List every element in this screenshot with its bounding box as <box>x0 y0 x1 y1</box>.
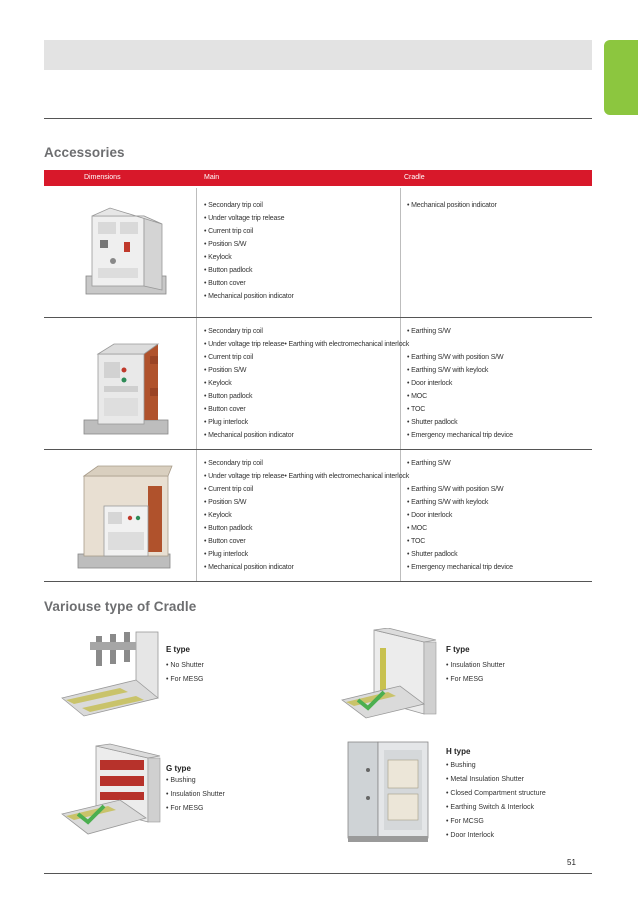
list-item: • TOC <box>407 538 426 545</box>
row3-main-list <box>204 457 409 574</box>
list-item: • Door Interlock <box>446 832 494 839</box>
row1-main-list <box>204 199 294 303</box>
g-type-cradle-image <box>60 742 164 836</box>
list-item: • Position S/W <box>204 499 247 506</box>
list-item: • Shutter padlock <box>407 551 458 558</box>
breaker-fixed-image <box>78 206 174 300</box>
list-item: • Keylock <box>204 512 232 519</box>
e-type-title: E type <box>166 645 191 654</box>
list-item: • Earthing S/W <box>407 460 451 467</box>
list-item: • Mechanical position indicator <box>204 432 294 439</box>
list-item: • Closed Compartment structure <box>446 790 546 797</box>
accessories-title: Accessories <box>44 145 125 160</box>
list-item: • Button cover <box>204 538 246 545</box>
list-item: • Button cover <box>204 280 246 287</box>
f-type-list <box>446 659 505 687</box>
g-type-title: G type <box>166 764 191 773</box>
list-item: • For MESG <box>166 805 204 812</box>
row2-main-list <box>204 325 409 442</box>
row1-cradle-list <box>407 199 497 212</box>
list-item: • MOC <box>407 393 427 400</box>
list-item: • Insulation Shutter <box>446 662 505 669</box>
row2-cradle-list <box>407 325 513 442</box>
list-item: • For MESG <box>166 676 204 683</box>
header-band <box>44 40 592 70</box>
column-header-cradle: Cradle <box>404 174 425 181</box>
list-item: • Mechanical position indicator <box>204 293 294 300</box>
row-divider <box>44 449 592 450</box>
column-header-dimensions: Dimensions <box>84 174 121 181</box>
list-item: • Current trip coil <box>204 354 254 361</box>
list-item: • Mechanical position indicator <box>204 564 294 571</box>
e-type-list <box>166 659 204 687</box>
list-item <box>407 338 513 351</box>
list-item: • Door interlock <box>407 512 453 519</box>
list-item: • Button padlock <box>204 267 253 274</box>
list-item: • Keylock <box>204 380 232 387</box>
header-rule <box>44 118 592 119</box>
list-item: • Current trip coil <box>204 486 254 493</box>
list-item: • Insulation Shutter <box>166 791 225 798</box>
breaker-withdrawable-image <box>80 330 170 440</box>
list-item: • Earthing S/W with position S/W <box>407 486 504 493</box>
list-item: • Position S/W <box>204 241 247 248</box>
list-item: • Button cover <box>204 406 246 413</box>
footer-rule <box>44 873 592 874</box>
list-item: • Door interlock <box>407 380 453 387</box>
list-item: • Current trip coil <box>204 228 254 235</box>
e-type-cradle-image <box>60 628 164 720</box>
list-item: • No Shutter <box>166 662 204 669</box>
row-divider <box>44 581 592 582</box>
list-item: • Bushing <box>446 762 476 769</box>
list-item: • Plug interlock <box>204 551 249 558</box>
g-type-list <box>166 774 225 816</box>
list-item: • Earthing S/W <box>407 328 451 335</box>
row3-cradle-list <box>407 457 513 574</box>
f-type-cradle-image <box>340 628 440 722</box>
list-item: • Secondary trip coil <box>204 202 263 209</box>
list-item: • Shutter padlock <box>407 419 458 426</box>
list-item: • Bushing <box>166 777 196 784</box>
list-item: • Under voltage trip release <box>204 215 285 222</box>
list-item: • Emergency mechanical trip device <box>407 432 513 439</box>
list-item: • Position S/W <box>204 367 247 374</box>
list-item: • Metal Insulation Shutter <box>446 776 524 783</box>
page-number: 51 <box>567 858 576 867</box>
h-type-title: H type <box>446 747 471 756</box>
row-divider <box>44 317 592 318</box>
list-item: • Earthing S/W with keylock <box>407 499 489 506</box>
list-item: • Button padlock <box>204 393 253 400</box>
list-item: • Mechanical position indicator <box>407 202 497 209</box>
cradle-types-title: Variouse type of Cradle <box>44 599 197 614</box>
list-item: • Under voltage trip release• Earthing with electromechanical interlock <box>204 473 410 480</box>
list-item: • Secondary trip coil <box>204 328 263 335</box>
h-type-cradle-image <box>344 738 436 844</box>
list-item: • Earthing Switch & Interlock <box>446 804 535 811</box>
list-item: • Earthing S/W with position S/W <box>407 354 504 361</box>
list-item: • Button padlock <box>204 525 253 532</box>
list-item <box>407 470 513 483</box>
list-item: • For MESG <box>446 676 484 683</box>
list-item: • Secondary trip coil <box>204 460 263 467</box>
accessories-table-header <box>44 170 592 186</box>
f-type-title: F type <box>446 645 470 654</box>
list-item: • For MCSG <box>446 818 484 825</box>
list-item: • Emergency mechanical trip device <box>407 564 513 571</box>
list-item: • TOC <box>407 406 426 413</box>
list-item: • MOC <box>407 525 427 532</box>
list-item: • Plug interlock <box>204 419 249 426</box>
column-divider <box>196 188 197 581</box>
breaker-cradle-image <box>76 462 174 574</box>
list-item: • Keylock <box>204 254 232 261</box>
column-header-main: Main <box>204 174 220 181</box>
list-item: • Under voltage trip release• Earthing with electromechanical interlock <box>204 341 410 348</box>
list-item: • Earthing S/W with keylock <box>407 367 489 374</box>
h-type-list <box>446 759 546 843</box>
chapter-tab <box>604 40 638 115</box>
